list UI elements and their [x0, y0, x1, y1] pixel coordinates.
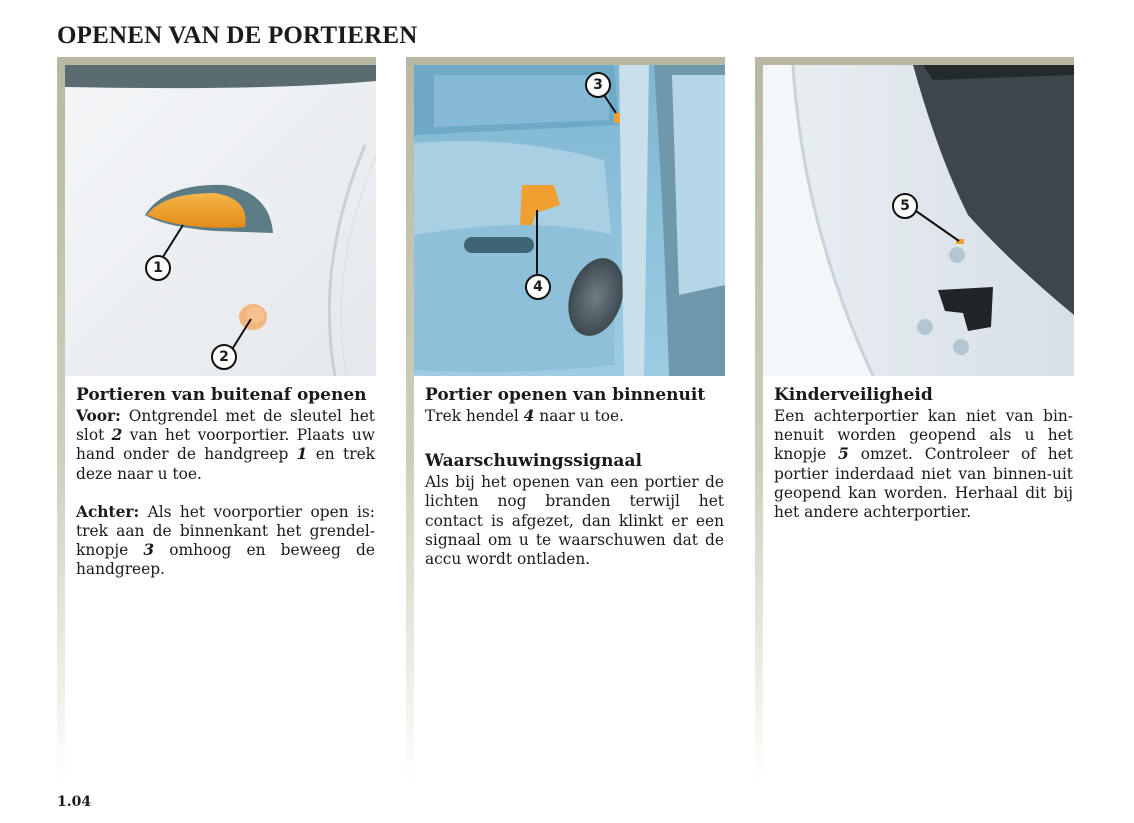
column-top-bar [57, 57, 376, 65]
paragraph-front [76, 407, 375, 484]
section-heading: Portier openen van binnenuit [425, 385, 706, 405]
photo-door-lock [763, 65, 1074, 376]
section-heading-warning: Waarschuwingssignaal [425, 451, 642, 472]
ref-number: 5 [838, 445, 849, 464]
section-heading: Portieren van buitenaf openen [76, 385, 367, 405]
column-text [774, 384, 1073, 522]
text-span: naar u toe. [534, 407, 625, 425]
callout-5: 5 [892, 193, 918, 219]
text-span: omzet. Controleer of het portier inderdaad niet van binnen-uit geopend kan worden. Herhaal dit bij het andere achterportier. [774, 445, 1073, 522]
column-text [76, 384, 375, 580]
column-text [425, 384, 724, 569]
column-top-bar [406, 57, 725, 65]
text-span: omhoog en beweeg de handgreep. [76, 541, 375, 579]
paragraph-rear [76, 503, 375, 580]
callout-4: 4 [525, 274, 551, 300]
column-bar [755, 57, 763, 785]
paragraph-warning: Als bij het openen van een portier de lichten nog branden terwijl het contact is afgezet, dan klinkt er een signaal om u te waarschuwen dat de accu wordt ontladen. [425, 473, 724, 569]
ref-number: 1 [296, 445, 308, 464]
column-inside-opening [406, 57, 725, 785]
label-front: Voor: [76, 407, 121, 425]
photo-door-interior [414, 65, 725, 376]
section-heading: Kinderveiligheid [774, 385, 933, 405]
label-rear: Achter: [76, 502, 140, 521]
text-span: Een achterportier kan niet van bin-nenuit worden geopend als u het knopje [774, 407, 1073, 464]
text-span: Trek hendel [425, 407, 524, 425]
paragraph-pull-lever [425, 407, 724, 426]
text-span: en trek deze naar u toe. [76, 445, 375, 483]
ref-number: 2 [111, 426, 123, 445]
text-span: Ontgrendel met de sleutel het slot [76, 407, 375, 445]
column-outside-opening [57, 57, 376, 785]
page-title: OPENEN VAN DE PORTIEREN [57, 22, 418, 49]
column-child-safety [755, 57, 1074, 785]
page-number: 1.04 [57, 794, 92, 810]
column-bar [57, 57, 65, 785]
callout-3: 3 [585, 72, 611, 98]
column-top-bar [755, 57, 1074, 65]
callout-1: 1 [145, 255, 171, 281]
paragraph-child-safety [774, 407, 1073, 522]
text-span: van het voorportier. Plaats uw hand onder de handgreep [76, 426, 375, 464]
callout-2: 2 [211, 344, 237, 370]
photo-door-exterior [65, 65, 376, 376]
text-span: Als het voorportier open is: trek aan de binnenkant het grendel-knopje [76, 502, 375, 560]
ref-number: 3 [143, 541, 155, 560]
ref-number: 4 [523, 407, 535, 425]
column-bar [406, 57, 414, 785]
